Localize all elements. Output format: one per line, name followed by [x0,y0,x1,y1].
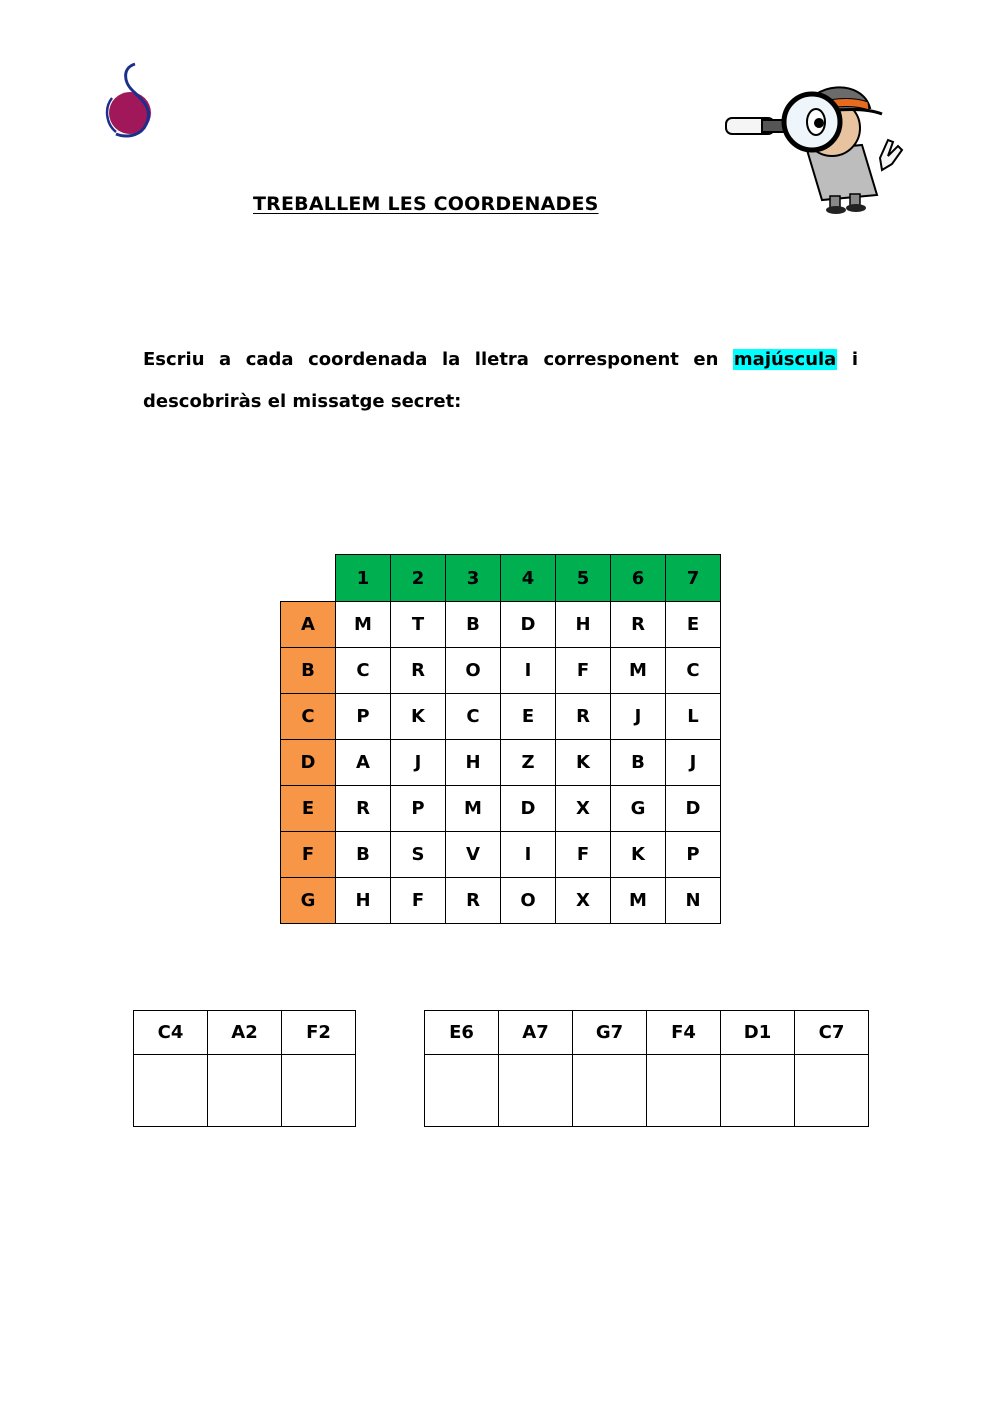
answer-table-word-2 [424,1010,869,1127]
grid-cell: T [391,602,446,648]
grid-cell: N [666,878,721,924]
grid-cell: J [391,740,446,786]
grid-cell: R [446,878,501,924]
grid-cell: D [666,786,721,832]
grid-cell: X [556,786,611,832]
grid-cell: F [556,832,611,878]
coordinate-code: A7 [499,1011,573,1055]
grid-cell: E [501,694,556,740]
column-header: 1 [336,555,391,602]
grid-cell: F [391,878,446,924]
grid-cell: C [666,648,721,694]
answer-blank[interactable] [573,1055,647,1127]
row-header: E [281,786,336,832]
row-header: F [281,832,336,878]
grid-corner [281,555,336,602]
grid-cell: R [556,694,611,740]
grid-header-row [281,555,721,602]
grid-cell: G [611,786,666,832]
answer-blank[interactable] [721,1055,795,1127]
column-header: 4 [501,555,556,602]
instructions-text-after: i descobriràs el missatge secret: [143,349,859,412]
grid-cell: P [391,786,446,832]
row-header: D [281,740,336,786]
answer-blank[interactable] [208,1055,282,1127]
coordinate-grid [280,554,721,924]
column-header: 5 [556,555,611,602]
grid-row [281,878,721,924]
grid-row [281,602,721,648]
grid-cell: X [556,878,611,924]
grid-cell: C [446,694,501,740]
grid-cell: K [556,740,611,786]
page-title: TREBALLEM LES COORDENADES [253,193,599,215]
coordinate-code: D1 [721,1011,795,1055]
grid-cell: P [666,832,721,878]
coordinate-code: C7 [795,1011,869,1055]
coordinate-code: F2 [282,1011,356,1055]
grid-cell: R [336,786,391,832]
grid-cell: F [556,648,611,694]
grid-cell: E [666,602,721,648]
grid-cell: J [611,694,666,740]
grid-cell: M [336,602,391,648]
answer-blanks-row [134,1055,356,1127]
grid-row [281,832,721,878]
coordinate-code: E6 [425,1011,499,1055]
row-header: C [281,694,336,740]
row-header: B [281,648,336,694]
instructions [143,339,858,423]
grid-cell: O [501,878,556,924]
column-header: 3 [446,555,501,602]
answer-codes-row [134,1011,356,1055]
grid-cell: H [556,602,611,648]
grid-cell: H [446,740,501,786]
grid-cell: R [391,648,446,694]
answer-blank[interactable] [282,1055,356,1127]
grid-cell: M [611,878,666,924]
coordinate-code: G7 [573,1011,647,1055]
answer-codes-row [425,1011,869,1055]
grid-row [281,648,721,694]
school-logo-icon [100,58,160,140]
grid-cell: M [611,648,666,694]
column-header: 7 [666,555,721,602]
detective-magnifier-icon [712,70,912,215]
coordinate-code: F4 [647,1011,721,1055]
answer-blank[interactable] [499,1055,573,1127]
grid-cell: M [446,786,501,832]
grid-cell: D [501,786,556,832]
answer-table-word-1 [133,1010,356,1127]
grid-cell: B [446,602,501,648]
grid-cell: H [336,878,391,924]
grid-cell: D [501,602,556,648]
coordinate-code: C4 [134,1011,208,1055]
column-header: 6 [611,555,666,602]
grid-cell: J [666,740,721,786]
row-header: A [281,602,336,648]
grid-cell: C [336,648,391,694]
grid-cell: B [336,832,391,878]
grid-row [281,740,721,786]
grid-cell: K [611,832,666,878]
grid-cell: B [611,740,666,786]
answer-blanks-row [425,1055,869,1127]
answer-blank[interactable] [795,1055,869,1127]
answer-blank[interactable] [134,1055,208,1127]
instructions-highlight: majúscula [733,349,837,370]
answer-blank[interactable] [647,1055,721,1127]
grid-cell: R [611,602,666,648]
grid-cell: I [501,648,556,694]
grid-cell: L [666,694,721,740]
answer-blank[interactable] [425,1055,499,1127]
grid-cell: I [501,832,556,878]
grid-row [281,786,721,832]
instructions-text-before: Escriu a cada coordenada la lletra corresponent en [143,349,733,370]
grid-cell: S [391,832,446,878]
grid-cell: O [446,648,501,694]
coordinate-code: A2 [208,1011,282,1055]
column-header: 2 [391,555,446,602]
grid-cell: K [391,694,446,740]
row-header: G [281,878,336,924]
grid-cell: Z [501,740,556,786]
grid-cell: V [446,832,501,878]
grid-row [281,694,721,740]
grid-cell: A [336,740,391,786]
grid-cell: P [336,694,391,740]
